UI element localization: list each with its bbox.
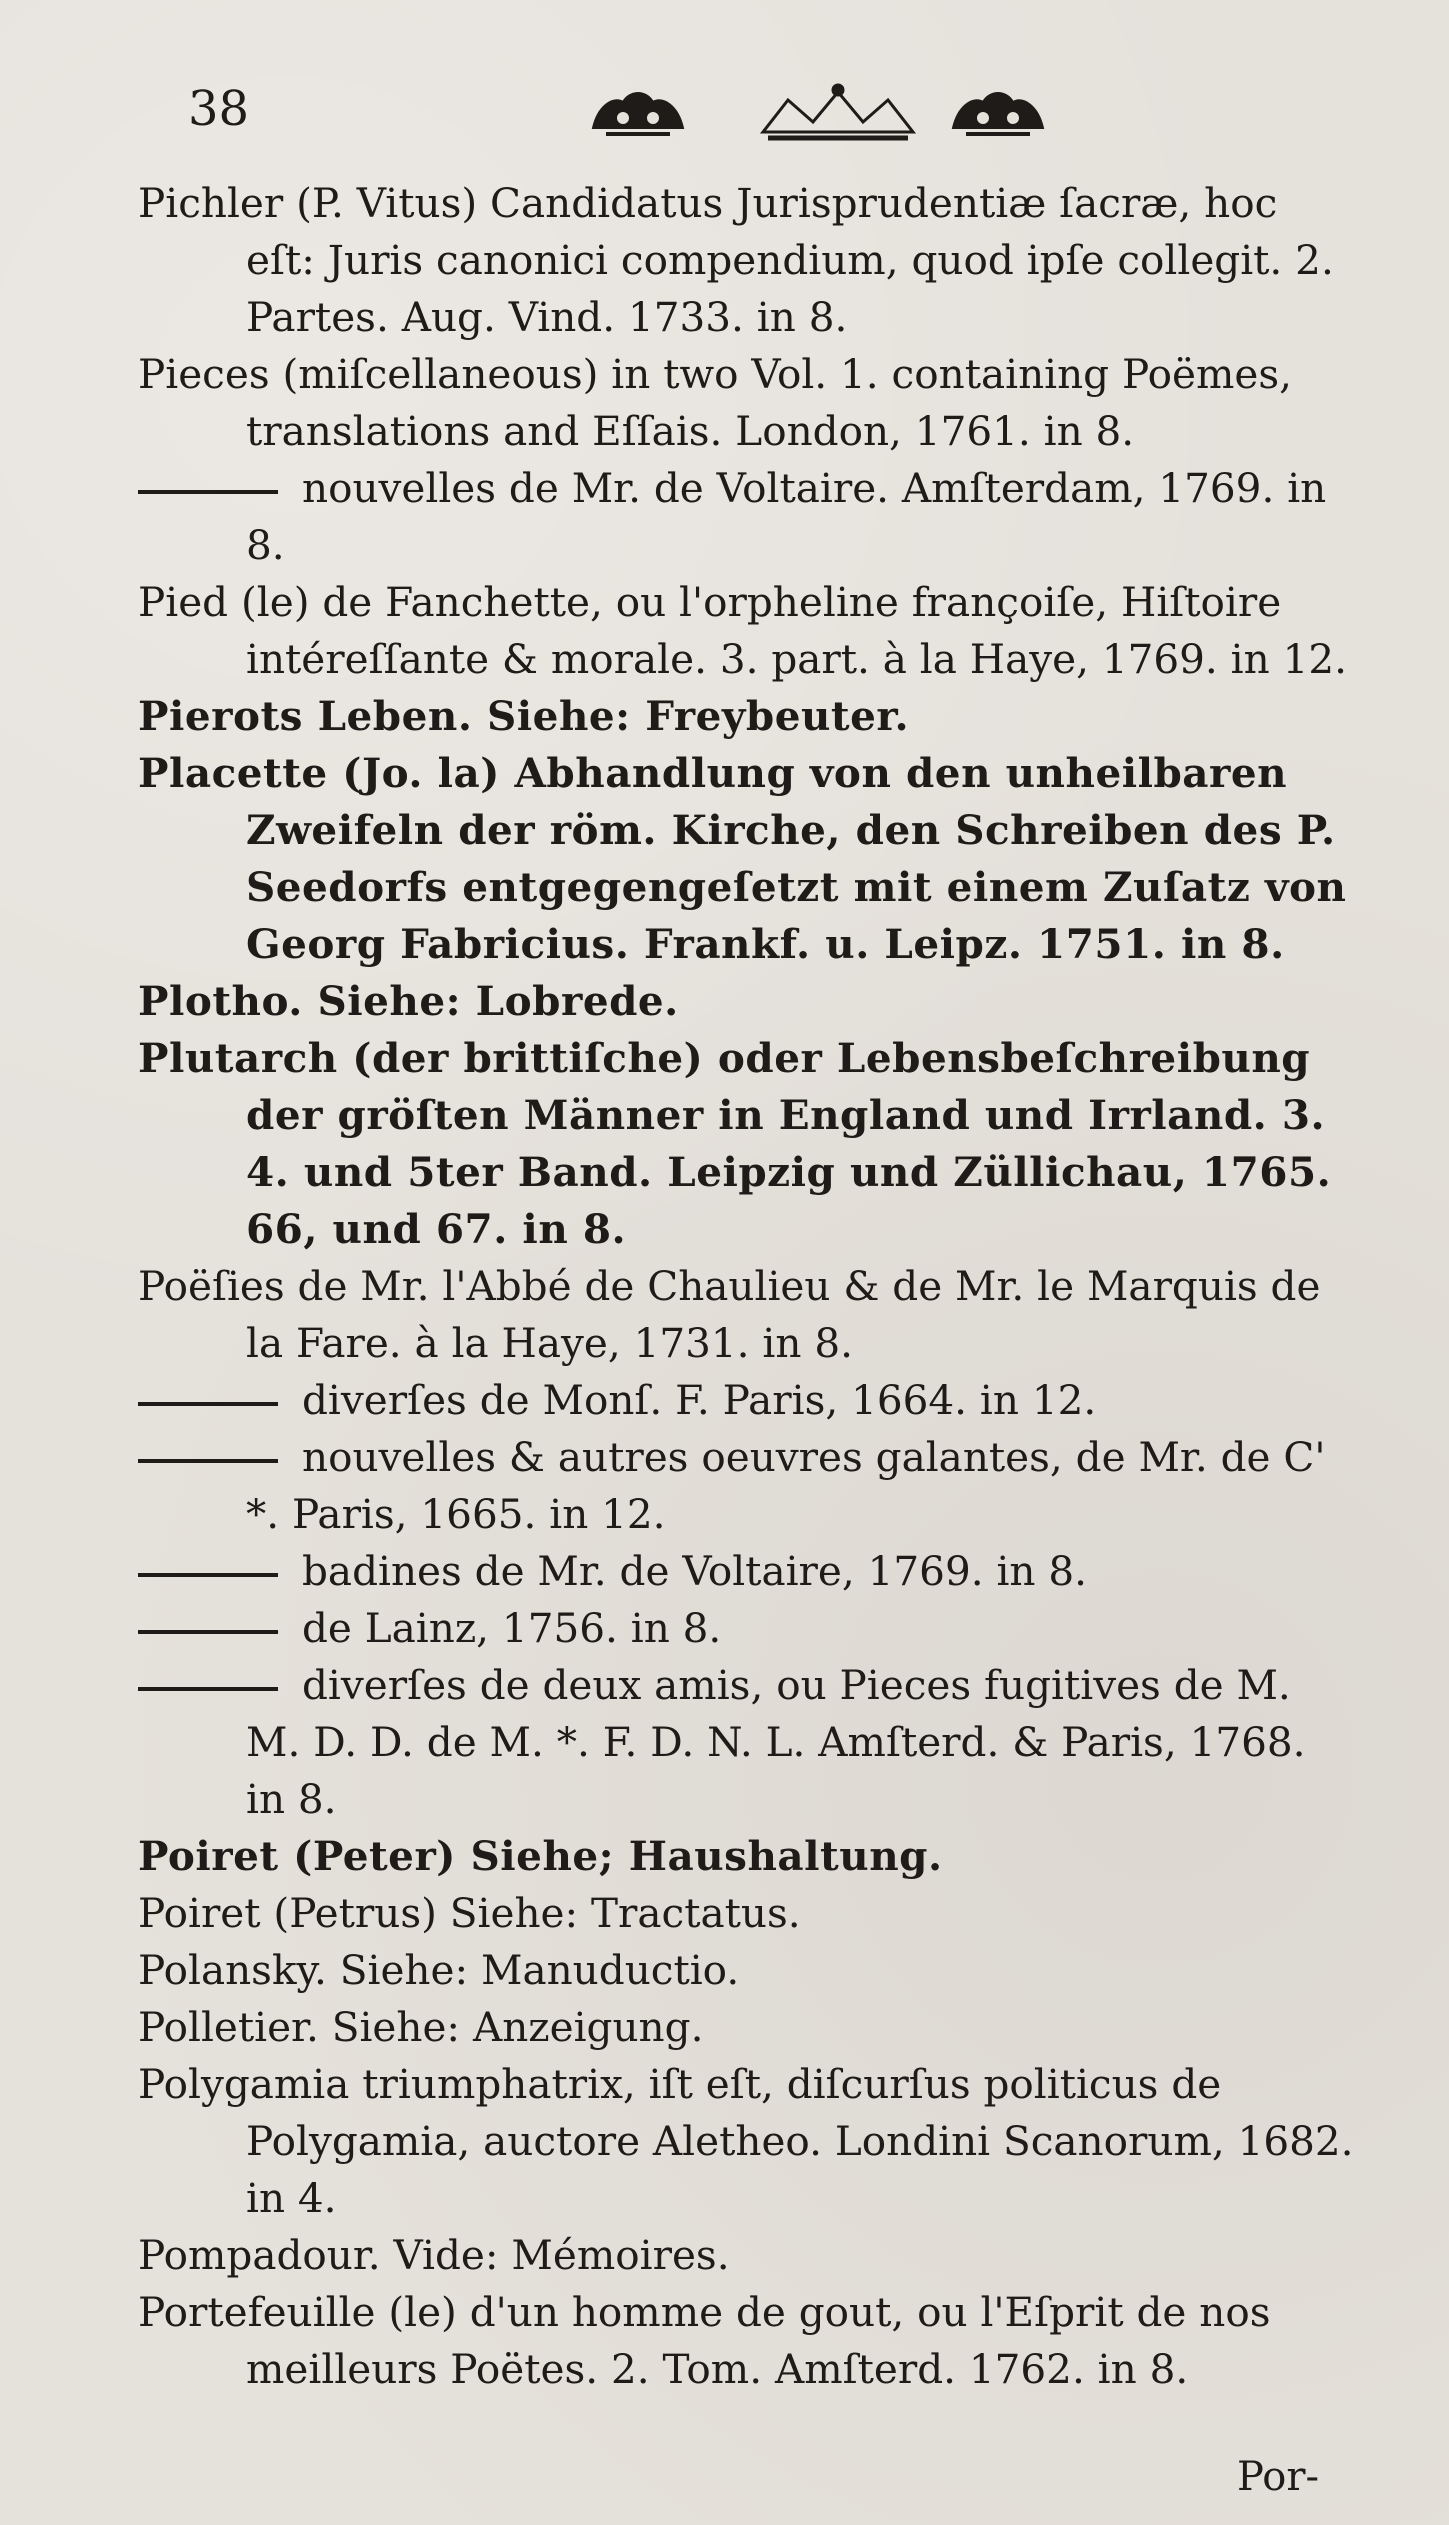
entry-continuation-dash	[138, 1600, 1354, 1657]
entry-pichler	[138, 175, 1354, 346]
entry-text: Plutarch (der brittiſche) oder Lebensbeſchreibung der gröſten Männer in England und Irrland. 3. 4. und 5ter Band. Leipzig und Züllichau, 1765. 66, und 67. in 8.	[138, 1034, 1332, 1253]
catchword: Por-	[1236, 2454, 1319, 2500]
entry-text: Polletier. Siehe: Anzeigung.	[138, 2003, 704, 2051]
entry-poiret-petrus	[138, 1885, 1354, 1942]
entry-text: diverſes de Monſ. F. Paris, 1664. in 12.	[302, 1376, 1097, 1424]
entry-text: nouvelles de Mr. de Voltaire. Amſterdam, 1769. in 8.	[246, 464, 1327, 569]
ditto-dash	[138, 1687, 278, 1691]
entry-text: Polansky. Siehe: Manuductio.	[138, 1946, 740, 1994]
ditto-dash	[138, 1459, 278, 1463]
entry-polygamia	[138, 2056, 1354, 2227]
entry-plotho	[138, 973, 1354, 1030]
entry-polansky	[138, 1942, 1354, 1999]
three-crown-ornament-icon	[568, 78, 1068, 148]
page-number: 38	[188, 81, 250, 137]
entry-pompadour	[138, 2227, 1354, 2284]
entry-continuation-dash	[138, 1429, 1354, 1543]
entry-text: Poëſies de Mr. l'Abbé de Chaulieu & de Mr. le Marquis de la Fare. à la Haye, 1731. in 8.	[138, 1262, 1321, 1367]
entry-pieces	[138, 346, 1354, 460]
entry-text: nouvelles & autres oeuvres galantes, de Mr. de C' *. Paris, 1665. in 12.	[246, 1433, 1326, 1538]
entry-text: diverſes de deux amis, ou Pieces fugitives de M. M. D. D. de M. *. F. D. N. L. Amſterd. & Paris, 1768. in 8.	[246, 1661, 1306, 1823]
bibliography-entries	[138, 175, 1354, 2398]
entry-text: Pompadour. Vide: Mémoires.	[138, 2231, 730, 2279]
entry-pierots	[138, 688, 1354, 745]
entry-poiret-peter	[138, 1828, 1354, 1885]
entry-polletier	[138, 1999, 1354, 2056]
entry-continuation-dash	[138, 1657, 1354, 1828]
entry-text: Poiret (Peter) Siehe; Haushaltung.	[138, 1832, 943, 1880]
entry-pied	[138, 574, 1354, 688]
entry-text: badines de Mr. de Voltaire, 1769. in 8.	[302, 1547, 1088, 1595]
ditto-dash	[138, 1573, 278, 1577]
entry-continuation-dash	[138, 1543, 1354, 1600]
page-header	[138, 0, 1354, 175]
ditto-dash	[138, 490, 278, 494]
entry-text: Pichler (P. Vitus) Candidatus Jurisprudentiæ ſacræ, hoc eſt: Juris canonici compendium, quod ipſe collegit. 2. Partes. Aug. Vind. 1733. in 8.	[138, 179, 1334, 341]
entry-text: Pierots Leben. Siehe: Freybeuter.	[138, 692, 910, 740]
entry-plutarch	[138, 1030, 1354, 1258]
entry-text: de Lainz, 1756. in 8.	[302, 1604, 722, 1652]
entry-placette	[138, 745, 1354, 973]
entry-continuation-dash	[138, 460, 1354, 574]
ditto-dash	[138, 1630, 278, 1634]
entry-text: Plotho. Siehe: Lobrede.	[138, 977, 679, 1025]
entry-portefeuille	[138, 2284, 1354, 2398]
entry-text: Poiret (Petrus) Siehe: Tractatus.	[138, 1889, 801, 1937]
entry-text: Pieces (miſcellaneous) in two Vol. 1. containing Poëmes, translations and Eſſais. London, 1761. in 8.	[138, 350, 1292, 455]
ditto-dash	[138, 1402, 278, 1406]
entry-text: Pied (le) de Fanchette, ou l'orpheline françoiſe, Hiſtoire intéreſſante & morale. 3. part. à la Haye, 1769. in 12.	[138, 578, 1347, 683]
entry-continuation-dash	[138, 1372, 1354, 1429]
entry-text: Portefeuille (le) d'un homme de gout, ou l'Eſprit de nos meilleurs Poëtes. 2. Tom. Amſterd. 1762. in 8.	[138, 2288, 1271, 2393]
entry-text: Polygamia triumphatrix, iſt eſt, diſcurſus politicus de Polygamia, auctore Aletheo. Londini Scanorum, 1682. in 4.	[138, 2060, 1354, 2222]
entry-poesies	[138, 1258, 1354, 1372]
entry-text: Placette (Jo. la) Abhandlung von den unheilbaren Zweifeln der röm. Kirche, den Schreiben des P. Seedorfs entgegengeſetzt mit einem Zuſatz von Georg Fabricius. Frankf. u. Leipz. 1751. in 8.	[138, 749, 1347, 968]
